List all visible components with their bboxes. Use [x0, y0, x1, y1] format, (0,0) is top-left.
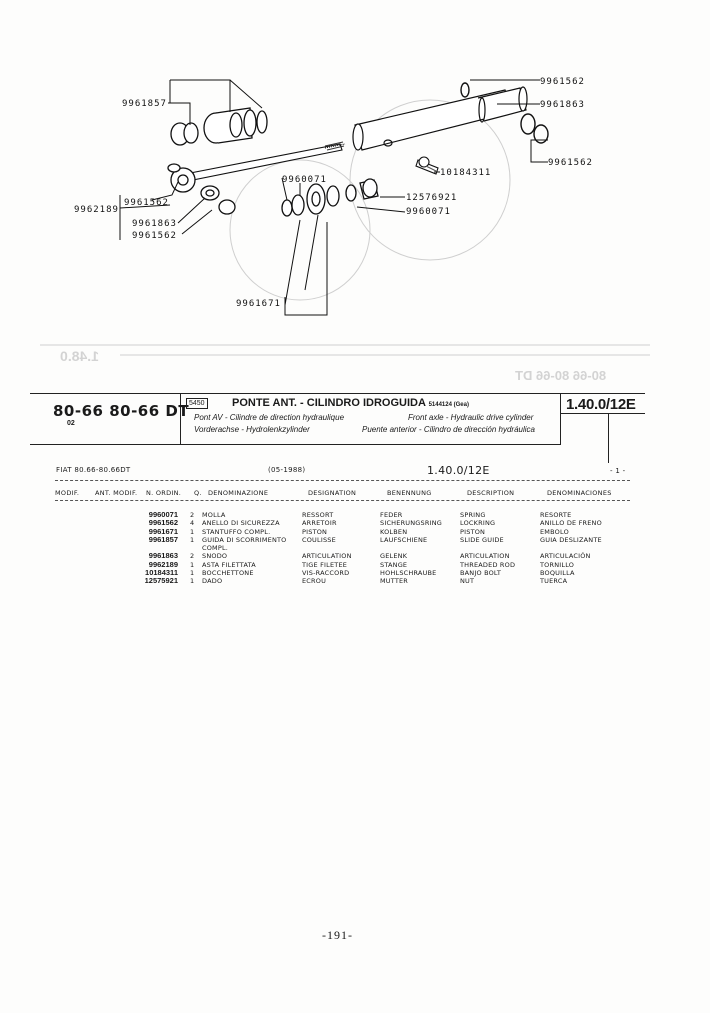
part-number: 12575921 [144, 576, 178, 586]
part-qty: 1 [190, 577, 195, 586]
part-fr: ARTICULATION [302, 552, 352, 561]
col-de: BENENNUNG [387, 489, 432, 497]
part-qty: 2 [190, 511, 195, 519]
title-spanish: Puente anterior - Cilindro de dirección hydráulica [362, 425, 535, 434]
title-german: Vorderachse - Hydrolenkzylinder [194, 425, 310, 434]
callout-label-4: 10184311 [440, 168, 492, 178]
part-en: NUT [460, 577, 475, 586]
title-french: Pont AV - Cilindre de direction hydraulique [194, 413, 345, 422]
part-de: STANGE [380, 560, 408, 569]
part-es: TORNILLO [540, 560, 575, 569]
part-de: KOLBEN [380, 527, 408, 536]
part-qty: 1 [190, 535, 195, 544]
part-de: GELENK [380, 552, 408, 561]
col-es: DENOMINACIONES [547, 489, 612, 497]
part-es: ANILLO DE FRENO [540, 519, 602, 528]
callout-label-2: 9961863 [540, 100, 585, 110]
table-row [110, 569, 602, 577]
part-es: BOQUILLA [540, 569, 575, 578]
page-title [232, 397, 469, 409]
callout-label-3: 9961562 [548, 158, 593, 168]
parts-table [110, 511, 602, 586]
header-divider-2 [560, 393, 561, 445]
part-number: 9961562 [148, 518, 178, 528]
part-qty: 4 [190, 519, 195, 528]
part-en: ARTICULATION [460, 552, 510, 561]
exploded-diagram [0, 0, 710, 390]
colhead-rule [55, 500, 630, 501]
callout-label-7: 9961857 [122, 99, 167, 109]
col-fr: DESIGNATION [308, 489, 357, 497]
table-row [110, 536, 602, 544]
callout-label-6: 9960071 [406, 207, 451, 217]
model-name: 80-66 80-66 DT [53, 402, 190, 420]
header-bottom-rule-mid [180, 444, 560, 445]
part-en: PISTON [460, 527, 486, 536]
part-fr: VIS-RACCORD [302, 569, 350, 578]
part-en: THREADED ROD [460, 560, 516, 569]
date: (05-1988) [268, 466, 306, 474]
page-marker: - 1 - [610, 467, 626, 475]
part-de: LAUFSCHIENE [380, 535, 428, 544]
part-number: 9961671 [148, 526, 178, 536]
part-number: 10184311 [145, 568, 178, 578]
col-it: DENOMINAZIONE [208, 489, 269, 497]
callout-label-1: 9961562 [540, 77, 585, 87]
title-code: 5144124 (Gea) [428, 402, 469, 408]
col-modif: MODIF. [55, 489, 80, 497]
part-qty: 1 [190, 560, 195, 569]
model-line: FIAT 80.66-80.66DT [56, 466, 131, 474]
col-en: DESCRIPTION [467, 489, 515, 497]
col-n-ordin: N. ORDIN. [146, 489, 182, 497]
part-number: 9961857 [148, 534, 178, 544]
callout-label-8: 9962189 [74, 205, 119, 215]
header-divider-3 [608, 413, 609, 463]
table-row [110, 544, 602, 552]
table-row [110, 577, 602, 585]
part-it: BOCCHETTONE [202, 569, 254, 578]
part-fr: PISTON [302, 527, 328, 536]
table-row [110, 511, 602, 519]
part-de: HOHLSCHRAUBE [380, 569, 437, 578]
part-de: SICHERUNGSRING [380, 519, 443, 528]
section-code: 5450 [186, 398, 208, 409]
col-ant-modif: ANT. MODIF. [95, 489, 138, 497]
part-qty [190, 544, 202, 552]
part-number: 9961863 [148, 551, 178, 561]
part-it: STANTUFFO COMPL. [202, 527, 271, 536]
bleed-through-ref: 1.48.0 [60, 348, 99, 364]
part-it: COMPL. [202, 544, 229, 553]
meta-rule [55, 480, 630, 481]
part-qty: 1 [190, 569, 195, 578]
part-it: ANELLO DI SICUREZZA [202, 519, 280, 528]
part-it: SNODO [202, 552, 228, 561]
table-row [110, 528, 602, 536]
part-it: DADO [202, 577, 223, 586]
part-en: SPRING [460, 511, 486, 519]
page-number: -191- [322, 928, 353, 942]
part-es: EMBOLO [540, 527, 569, 536]
part-fr [302, 544, 380, 552]
header-top-rule [30, 393, 645, 394]
part-fr: ARRETOIR [302, 519, 337, 528]
callout-label-5: 12576921 [406, 193, 458, 203]
part-es: RESORTE [540, 511, 572, 519]
part-de: FEDER [380, 511, 403, 519]
part-en: LOCKRING [460, 519, 496, 528]
bleed-through-text: 80-66 80-66 DT [515, 368, 607, 383]
callout-label-13: 9961671 [236, 299, 281, 309]
reference-number: 1.40.0/12E [566, 396, 636, 413]
table-row [110, 561, 602, 569]
table-row [110, 552, 602, 560]
part-fr: TIGE FILETEE [302, 560, 348, 569]
part-number: 9960071 [148, 510, 178, 519]
part-fr: ECROU [302, 577, 327, 586]
callout-label-9: 9961562 [124, 198, 169, 208]
part-es: TUERCA [540, 577, 568, 586]
callout-label-10: 9961863 [132, 219, 177, 229]
meta-reference: 1.40.0/12E [427, 464, 490, 477]
table-row [110, 519, 602, 527]
part-en: SLIDE GUIDE [460, 535, 504, 544]
title-english: Front axle - Hydraulic drive cylinder [408, 413, 534, 422]
part-it: GUIDA DI SCORRIMENTO [202, 535, 287, 544]
model-subcode: 02 [67, 420, 75, 427]
callout-label-11: 9961562 [132, 231, 177, 241]
part-es: ARTICULACIÓN [540, 552, 591, 561]
title-italian: PONTE ANT. - CILINDRO IDROGUIDA [232, 397, 426, 409]
callout-label-12: 9960071 [282, 175, 327, 185]
col-q: Q. [194, 489, 202, 497]
part-fr: COULISSE [302, 535, 336, 544]
part-en [460, 544, 540, 552]
part-de: MUTTER [380, 577, 409, 586]
part-fr: RESSORT [302, 511, 334, 519]
header-bottom-rule-left [30, 444, 180, 445]
header-ref-rule [560, 413, 645, 414]
part-qty: 1 [190, 527, 195, 536]
part-it: ASTA FILETTATA [202, 560, 256, 569]
part-de [380, 544, 460, 552]
part-qty: 2 [190, 552, 195, 561]
part-it: MOLLA [202, 511, 226, 519]
part-number: 9962189 [148, 559, 178, 569]
part-en: BANJO BOLT [460, 569, 502, 578]
part-es: GUIA DESLIZANTE [540, 535, 602, 544]
